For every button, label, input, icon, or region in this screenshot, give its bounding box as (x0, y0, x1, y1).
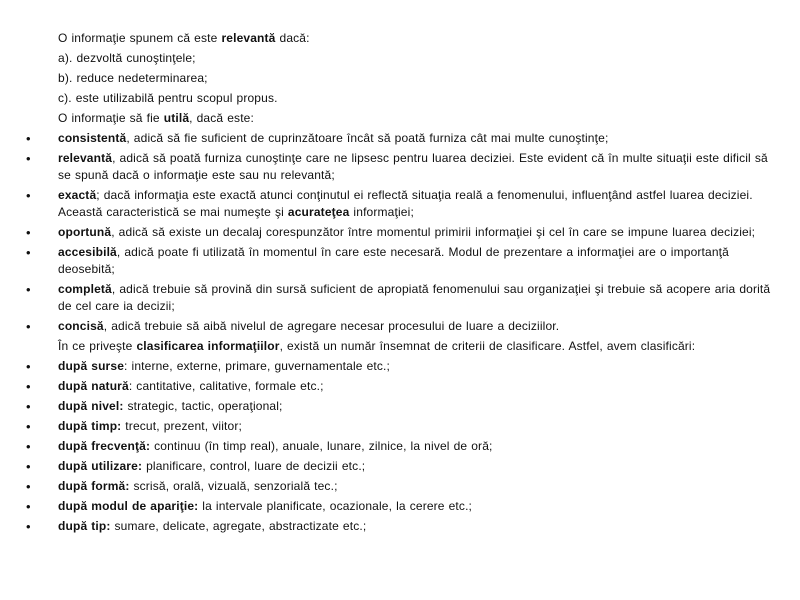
useful-item-term: oportună (58, 225, 112, 239)
classification-item-frecventa (26, 438, 784, 455)
bullet-icon: • (26, 319, 31, 334)
classification-item-term: după nivel: (58, 399, 124, 413)
classification-item-text: trecut, prezent, viitor; (121, 419, 242, 433)
bullet-icon: • (26, 459, 31, 474)
useful-item-relevanta (26, 150, 784, 184)
classification-item-forma (26, 478, 784, 495)
useful-item-concisa (26, 318, 784, 335)
relevant-condition-c: c). este utilizabilă pentru scopul propus. (58, 91, 278, 105)
useful-item-text: , adică trebuie să aibă nivelul de agregare necesar procesului de luare a deciziilor. (103, 319, 560, 333)
relevant-condition-b: b). reduce nedeterminarea; (58, 71, 208, 85)
useful-item-completa (26, 281, 784, 315)
useful-item-exacta (26, 187, 784, 221)
classification-item-term: după frecvenţă: (58, 439, 151, 453)
classification-item-natura (26, 378, 784, 395)
classification-item-term: după tip: (58, 519, 111, 533)
classification-item-text: planificare, control, luare de decizii etc.; (142, 459, 366, 473)
useful-item-text: ; dacă informaţia este exactă atunci conţinutul ei reflectă situaţia reală a fenomenului, influenţând astfel luarea deciziei. Această caracteristică se mai numeşte şi (58, 188, 753, 219)
classification-item-text: scrisă, orală, vizuală, senzorială tec.; (129, 479, 338, 493)
useful-item-text: , adică să fie suficient de cuprinzătoare încât să poată furniza cât mai multe cunoştinţe; (126, 131, 609, 145)
useful-item-accesibila (26, 244, 784, 278)
classification-item-timp (26, 418, 784, 435)
classification-item-text: strategic, tactic, operaţional; (123, 399, 283, 413)
intro-useful-prefix: O informaţie să fie (58, 111, 164, 125)
classification-item-aparitie (26, 498, 784, 515)
intro-relevant-prefix: O informaţie spunem că este (58, 31, 222, 45)
intro-useful-paragraph (58, 110, 782, 127)
useful-item-term: consistentă (58, 131, 127, 145)
useful-item-term: relevantă (58, 151, 113, 165)
useful-item-term: concisă (58, 319, 104, 333)
classification-item-text: la intervale planificate, ocazionale, la cerere etc.; (198, 499, 473, 513)
bullet-icon: • (26, 439, 31, 454)
classification-item-nivel (26, 398, 784, 415)
document-body (0, 30, 800, 538)
intro-classification-paragraph (58, 338, 782, 355)
bullet-icon: • (26, 151, 31, 166)
intro-useful-term: utilă (163, 111, 190, 125)
classification-item-term: după timp: (58, 419, 122, 433)
bullet-icon: • (26, 225, 31, 240)
classification-item-utilizare (26, 458, 784, 475)
bullet-icon: • (26, 359, 31, 374)
classification-item-term: după formă: (58, 479, 130, 493)
classification-item-term: după modul de apariţie: (58, 499, 199, 513)
useful-item-text: , adică trebuie să provină din sursă suficient de apropiată fenomenului sau organizaţiei şi trebuie să acopere aria dorită de cel care ia decizii; (58, 282, 771, 313)
intro-useful-suffix: , dacă este: (189, 111, 254, 125)
useful-item-oportuna (26, 224, 784, 241)
intro-classification-suffix: , există un număr însemnat de criterii de clasificare. Astfel, avem clasificări: (279, 339, 696, 353)
useful-item-term: accesibilă (58, 245, 117, 259)
classification-item-text: continuu (în timp real), anuale, lunare, zilnice, la nivel de oră; (150, 439, 493, 453)
classification-item-surse (26, 358, 784, 375)
bullet-icon: • (26, 245, 31, 260)
classification-item-text: : interne, externe, primare, guvernamentale etc.; (124, 359, 391, 373)
useful-item-text: , adică să poată furniza cunoştinţe care ne lipsesc pentru luarea deciziei. Este evident că în multe situaţii este dificil să se spună dacă o informaţie este sau nu relevantă; (58, 151, 768, 182)
intro-relevant-term: relevantă (221, 31, 276, 45)
classification-item-text: : cantitative, calitative, formale etc.; (128, 379, 324, 393)
bullet-icon: • (26, 282, 31, 297)
useful-item-text: , adică să existe un decalaj corespunzător între momentul primirii informaţiei şi cel în care se impune luarea deciziei; (111, 225, 756, 239)
useful-item-term-secondary: acurateţea (287, 205, 350, 219)
bullet-icon: • (26, 131, 31, 146)
classification-item-tip (26, 518, 784, 535)
classification-item-term: după utilizare: (58, 459, 143, 473)
intro-classification-term: clasificarea informaţiilor (136, 339, 280, 353)
relevant-condition-a: a). dezvoltă cunoştinţele; (58, 51, 196, 65)
bullet-icon: • (26, 479, 31, 494)
intro-relevant-paragraph (58, 30, 782, 47)
bullet-icon: • (26, 419, 31, 434)
useful-item-consistenta (26, 130, 784, 147)
bullet-icon: • (26, 499, 31, 514)
useful-item-term: exactă (58, 188, 97, 202)
bullet-icon: • (26, 379, 31, 394)
bullet-icon: • (26, 188, 31, 203)
useful-item-text: , adică poate fi utilizată în momentul în care este necesară. Modul de prezentare a informaţiei are o importanţă deosebită; (58, 245, 729, 276)
intro-relevant-suffix: dacă: (275, 31, 310, 45)
classification-item-term: după natură (58, 379, 129, 393)
useful-item-text-secondary: informaţiei; (349, 205, 414, 219)
intro-classification-prefix: În ce priveşte (58, 339, 137, 353)
bullet-icon: • (26, 519, 31, 534)
useful-item-term: completă (58, 282, 112, 296)
classification-item-term: după surse (58, 359, 125, 373)
classification-item-text: sumare, delicate, agregate, abstractizate etc.; (110, 519, 367, 533)
bullet-icon: • (26, 399, 31, 414)
